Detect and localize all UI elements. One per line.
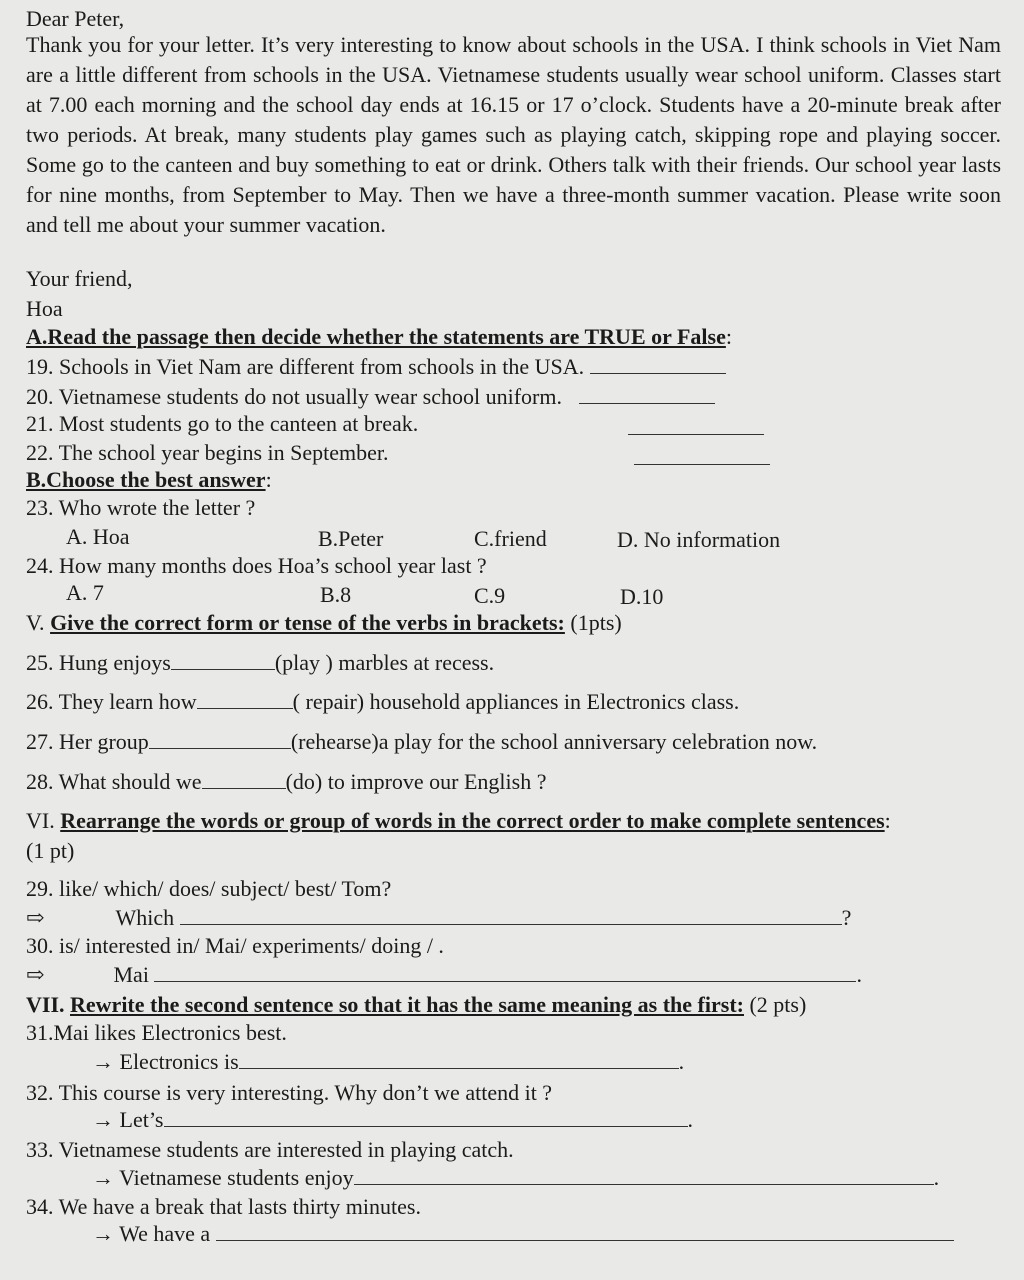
arrow-right-icon: → xyxy=(92,1221,114,1246)
question-31-start: Electronics is xyxy=(119,1049,239,1074)
question-22-text: 22. The school year begins in September. xyxy=(26,440,389,465)
arrow-right-icon: → xyxy=(92,1049,114,1074)
letter-signature: Hoa xyxy=(26,296,63,321)
section-b-title: B.Choose the best answer xyxy=(26,467,266,492)
arrow-right-icon: ⇨ xyxy=(26,905,45,930)
q23-option-b[interactable]: B.Peter xyxy=(318,526,384,551)
answer-33-blank[interactable] xyxy=(354,1164,934,1185)
arrow-right-icon: → xyxy=(92,1165,114,1190)
section-vii-points: (2 pts) xyxy=(749,992,807,1017)
section-b-heading xyxy=(26,467,272,493)
question-33-answer xyxy=(92,1164,939,1191)
q23-option-c[interactable]: C.friend xyxy=(474,526,547,551)
question-28-pre: 28. What should we xyxy=(26,769,202,794)
arrow-right-icon: ⇨ xyxy=(26,962,45,987)
question-26-pre: 26. They learn how xyxy=(26,689,197,714)
answer-28-blank[interactable] xyxy=(202,768,286,789)
question-24-text: 24. How many months does Hoa’s school year last ? xyxy=(26,553,487,578)
answer-25-blank[interactable] xyxy=(171,649,275,670)
answer-29-blank[interactable] xyxy=(180,904,842,925)
question-34-answer xyxy=(92,1220,954,1247)
question-27 xyxy=(26,728,817,755)
question-21-text: 21. Most students go to the canteen at break. xyxy=(26,411,419,436)
question-20-text: 20. Vietnamese students do not usually wear school uniform. xyxy=(26,384,562,409)
letter-body: Thank you for your letter. It’s very interesting to know about schools in the USA. I think schools in Viet Nam are a little different from schools in the USA. Vietnamese students usually wear school uniform. Classes start at 7.00 each morning and the school day ends at 16.15 or 17 o’clock. Students have a 20-minute break after two periods. At break, many students play games such as playing catch, skipping rope and playing soccer. Some go to the canteen and buy something to eat or drink. Others talk with their friends. Our school year lasts for nine months, from September to May. Then we have a three-month summer vacation. Please write soon and tell me about your summer vacation. xyxy=(26,32,1001,237)
answer-26-blank[interactable] xyxy=(197,688,293,709)
question-28-post: (do) to improve our English ? xyxy=(285,769,547,794)
question-25 xyxy=(26,649,494,676)
section-vi-number: VI. xyxy=(26,808,55,833)
answer-34-blank[interactable] xyxy=(216,1220,954,1241)
section-a-title: A.Read the passage then decide whether the statements are TRUE or False xyxy=(26,324,726,349)
question-29-prompt: 29. like/ which/ does/ subject/ best/ Tom? xyxy=(26,876,392,901)
q24-option-c[interactable]: C.9 xyxy=(474,583,506,608)
question-32-answer xyxy=(92,1106,693,1133)
section-vi-points: (1 pt) xyxy=(26,838,75,863)
question-20 xyxy=(26,383,715,410)
question-30-answer xyxy=(26,961,862,988)
question-30-prompt: 30. is/ interested in/ Mai/ experiments/ doing / . xyxy=(26,933,444,958)
q24-option-b[interactable]: B.8 xyxy=(320,582,352,607)
question-30-end: . xyxy=(856,962,862,987)
question-25-post: (play ) marbles at recess. xyxy=(274,650,495,675)
q23-option-a[interactable]: A. Hoa xyxy=(66,524,130,549)
question-27-post: (rehearse)a play for the school anniversary celebration now. xyxy=(290,729,818,754)
letter-salutation: Dear Peter, xyxy=(26,6,125,31)
section-v-heading xyxy=(26,610,622,636)
answer-30-blank[interactable] xyxy=(154,961,856,982)
section-vi-suffix: : xyxy=(884,808,891,833)
section-b-suffix: : xyxy=(265,467,272,492)
section-vii-title: Rewrite the second sentence so that it has the same meaning as the first: xyxy=(70,992,744,1017)
question-27-pre: 27. Her group xyxy=(26,729,149,754)
question-29-start: Which xyxy=(115,905,175,930)
question-22 xyxy=(26,440,389,466)
section-v-title: Give the correct form or tense of the verbs in brackets: xyxy=(50,610,565,635)
question-31-prompt: 31.Mai likes Electronics best. xyxy=(26,1020,287,1045)
answer-31-blank[interactable] xyxy=(239,1048,679,1069)
q23-option-d[interactable]: D. No information xyxy=(617,527,781,552)
arrow-right-icon: → xyxy=(92,1107,114,1132)
question-19-text: 19. Schools in Viet Nam are different from schools in the USA. xyxy=(26,354,585,379)
question-29-answer xyxy=(26,904,851,931)
question-33-end: . xyxy=(933,1165,940,1190)
answer-27-blank[interactable] xyxy=(149,728,291,749)
question-26 xyxy=(26,688,739,715)
question-31-end: . xyxy=(678,1049,685,1074)
answer-22-blank[interactable] xyxy=(634,444,770,465)
question-33-prompt: 33. Vietnamese students are interested in playing catch. xyxy=(26,1137,514,1162)
section-v-number: V. xyxy=(26,610,45,635)
question-25-pre: 25. Hung enjoys xyxy=(26,650,171,675)
question-32-start: Let’s xyxy=(119,1107,164,1132)
section-v-points: (1pts) xyxy=(570,610,622,635)
answer-19-blank[interactable] xyxy=(590,353,726,374)
question-34-prompt: 34. We have a break that lasts thirty minutes. xyxy=(26,1194,421,1219)
q24-option-d[interactable]: D.10 xyxy=(620,584,664,609)
question-23-text: 23. Who wrote the letter ? xyxy=(26,495,256,520)
section-vii-number: VII. xyxy=(26,992,65,1017)
question-30-start: Mai xyxy=(113,962,149,987)
question-34-start: We have a xyxy=(119,1221,211,1246)
question-32-end: . xyxy=(687,1107,693,1132)
answer-20-blank[interactable] xyxy=(579,383,715,404)
question-26-post: ( repair) household appliances in Electronics class. xyxy=(292,689,740,714)
question-21 xyxy=(26,411,418,437)
question-32-prompt: 32. This course is very interesting. Why don’t we attend it ? xyxy=(26,1080,553,1105)
q24-option-a[interactable]: A. 7 xyxy=(66,580,104,605)
question-31-answer xyxy=(92,1048,684,1075)
section-a-suffix: : xyxy=(725,324,732,349)
section-vi-title: Rearrange the words or group of words in the correct order to make complete sentences xyxy=(60,808,885,833)
answer-21-blank[interactable] xyxy=(628,414,764,435)
section-vii-heading xyxy=(26,992,806,1018)
answer-32-blank[interactable] xyxy=(164,1106,688,1127)
section-a-heading xyxy=(26,324,732,350)
letter-closing: Your friend, xyxy=(26,266,133,291)
question-33-start: Vietnamese students enjoy xyxy=(119,1165,354,1190)
question-19 xyxy=(26,353,726,380)
question-28 xyxy=(26,768,546,795)
question-29-end: ? xyxy=(841,905,852,930)
section-vi-heading xyxy=(26,808,891,834)
